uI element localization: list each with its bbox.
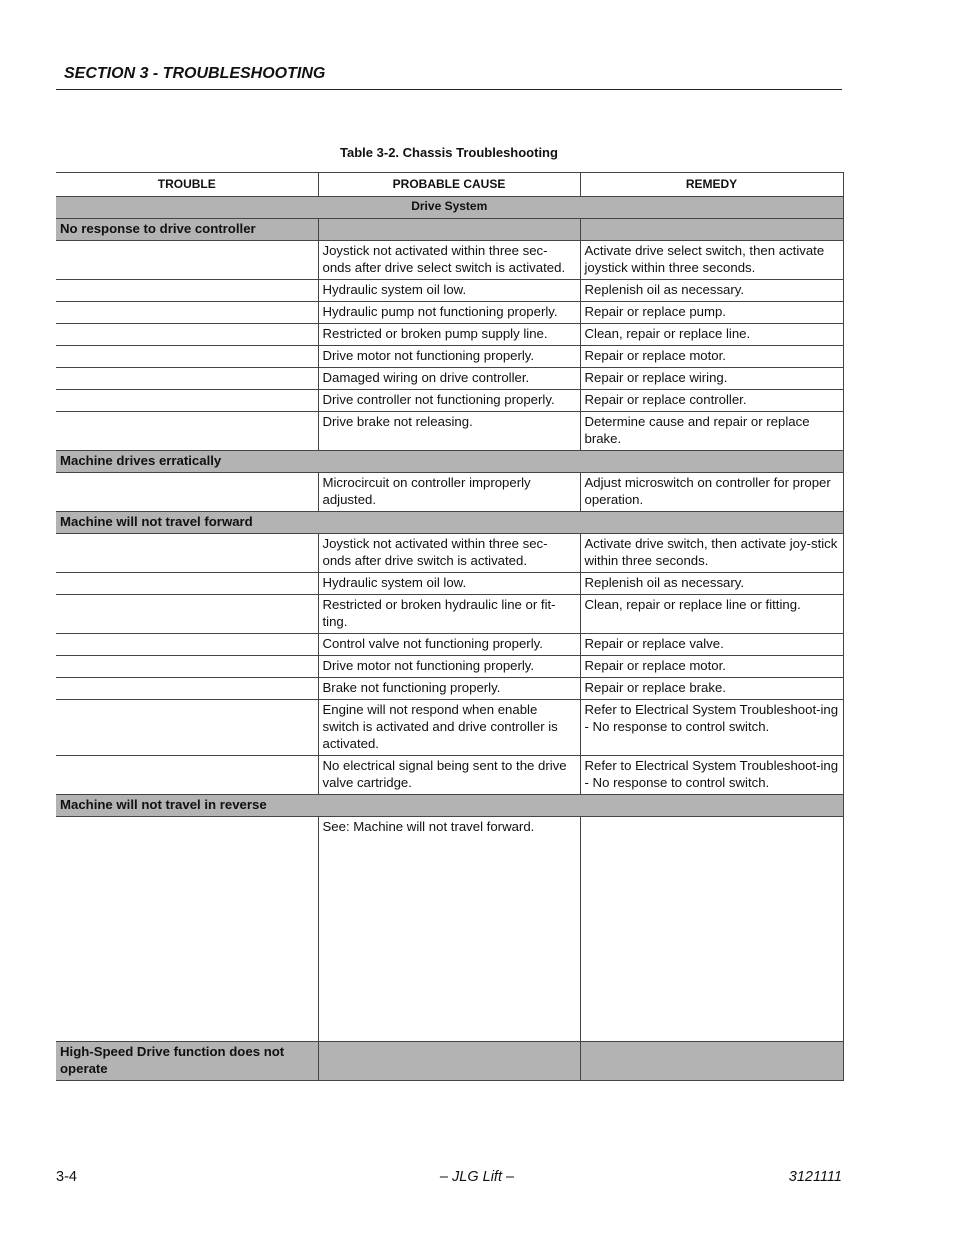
subsection-row <box>56 197 843 219</box>
remedy-cell: Determine cause and repair or replace brake. <box>580 412 843 451</box>
group-remedy-blank <box>580 1042 843 1081</box>
table-header-row <box>56 173 843 197</box>
table-row <box>56 412 843 451</box>
table-row <box>56 678 843 700</box>
remedy-cell <box>580 817 843 1042</box>
remedy-cell: Replenish oil as necessary. <box>580 573 843 595</box>
cause-cell: Control valve not functioning properly. <box>318 634 580 656</box>
table-row <box>56 595 843 634</box>
trouble-group-row <box>56 795 843 817</box>
cause-cell: No electrical signal being sent to the drive valve cartridge. <box>318 756 580 795</box>
remedy-cell: Adjust microswitch on controller for proper operation. <box>580 473 843 512</box>
trouble-group-row <box>56 219 843 241</box>
table-title: Table 3-2. Chassis Troubleshooting <box>340 145 558 160</box>
trouble-label: Machine will not travel forward <box>56 512 843 534</box>
column-header-cause: PROBABLE CAUSE <box>318 173 580 197</box>
group-remedy-blank <box>580 219 843 241</box>
cause-cell: Damaged wiring on drive controller. <box>318 368 580 390</box>
table-row <box>56 656 843 678</box>
table-row <box>56 634 843 656</box>
cause-cell: Hydraulic system oil low. <box>318 280 580 302</box>
table-row <box>56 534 843 573</box>
table-row <box>56 241 843 280</box>
subsection-label: Drive System <box>56 197 843 219</box>
cause-cell: Drive motor not functioning properly. <box>318 656 580 678</box>
table-row <box>56 368 843 390</box>
remedy-cell: Activate drive select switch, then activate joystick within three seconds. <box>580 241 843 280</box>
table-row <box>56 473 843 512</box>
table-row <box>56 756 843 795</box>
trouble-group-row <box>56 1042 843 1081</box>
remedy-cell: Repair or replace wiring. <box>580 368 843 390</box>
cause-cell: Brake not functioning properly. <box>318 678 580 700</box>
table-row <box>56 324 843 346</box>
table-row <box>56 390 843 412</box>
remedy-cell: Repair or replace motor. <box>580 656 843 678</box>
header-divider <box>56 89 842 90</box>
troubleshooting-table <box>56 172 844 1081</box>
remedy-cell: Activate drive switch, then activate joy-stick within three seconds. <box>580 534 843 573</box>
trouble-label: High-Speed Drive function does not operate <box>56 1042 318 1081</box>
cause-cell: Joystick not activated within three sec-onds after drive select switch is activated. <box>318 241 580 280</box>
cause-cell: Engine will not respond when enable switch is activated and drive controller is activated. <box>318 700 580 756</box>
table-row <box>56 280 843 302</box>
remedy-cell: Repair or replace brake. <box>580 678 843 700</box>
table-row <box>56 346 843 368</box>
cause-cell: Drive motor not functioning properly. <box>318 346 580 368</box>
trouble-label: No response to drive controller <box>56 219 318 241</box>
trouble-group-row <box>56 451 843 473</box>
cause-cell: Hydraulic pump not functioning properly. <box>318 302 580 324</box>
trouble-label: Machine will not travel in reverse <box>56 795 843 817</box>
remedy-cell: Clean, repair or replace line or fitting. <box>580 595 843 634</box>
cause-cell: Restricted or broken pump supply line. <box>318 324 580 346</box>
group-cause-blank <box>318 1042 580 1081</box>
cause-cell: Joystick not activated within three sec-onds after drive switch is activated. <box>318 534 580 573</box>
cause-cell: Drive brake not releasing. <box>318 412 580 451</box>
section-title: SECTION 3 - TROUBLESHOOTING <box>64 65 326 82</box>
group-cause-blank <box>318 219 580 241</box>
column-header-remedy: REMEDY <box>580 173 843 197</box>
table-row <box>56 573 843 595</box>
table-row <box>56 302 843 324</box>
page-number: 3-4 <box>56 1169 77 1185</box>
remedy-cell: Repair or replace pump. <box>580 302 843 324</box>
remedy-cell: Repair or replace controller. <box>580 390 843 412</box>
trouble-group-row <box>56 512 843 534</box>
remedy-cell: Refer to Electrical System Troubleshoot-ing - No response to control switch. <box>580 700 843 756</box>
table-row <box>56 700 843 756</box>
remedy-cell: Refer to Electrical System Troubleshoot-ing - No response to control switch. <box>580 756 843 795</box>
cause-cell: Drive controller not functioning properly. <box>318 390 580 412</box>
remedy-cell: Clean, repair or replace line. <box>580 324 843 346</box>
trouble-label: Machine drives erratically <box>56 451 843 473</box>
cause-cell: Microcircuit on controller improperly adjusted. <box>318 473 580 512</box>
remedy-cell: Replenish oil as necessary. <box>580 280 843 302</box>
footer-brand: – JLG Lift – <box>439 1169 515 1185</box>
column-header-trouble: TROUBLE <box>56 173 318 197</box>
document-number: 3121111 <box>788 1169 842 1185</box>
table-row <box>56 817 843 1042</box>
remedy-cell: Repair or replace motor. <box>580 346 843 368</box>
cause-cell: See: Machine will not travel forward. <box>318 817 580 1042</box>
cause-cell: Hydraulic system oil low. <box>318 573 580 595</box>
remedy-cell: Repair or replace valve. <box>580 634 843 656</box>
cause-cell: Restricted or broken hydraulic line or fit-ting. <box>318 595 580 634</box>
